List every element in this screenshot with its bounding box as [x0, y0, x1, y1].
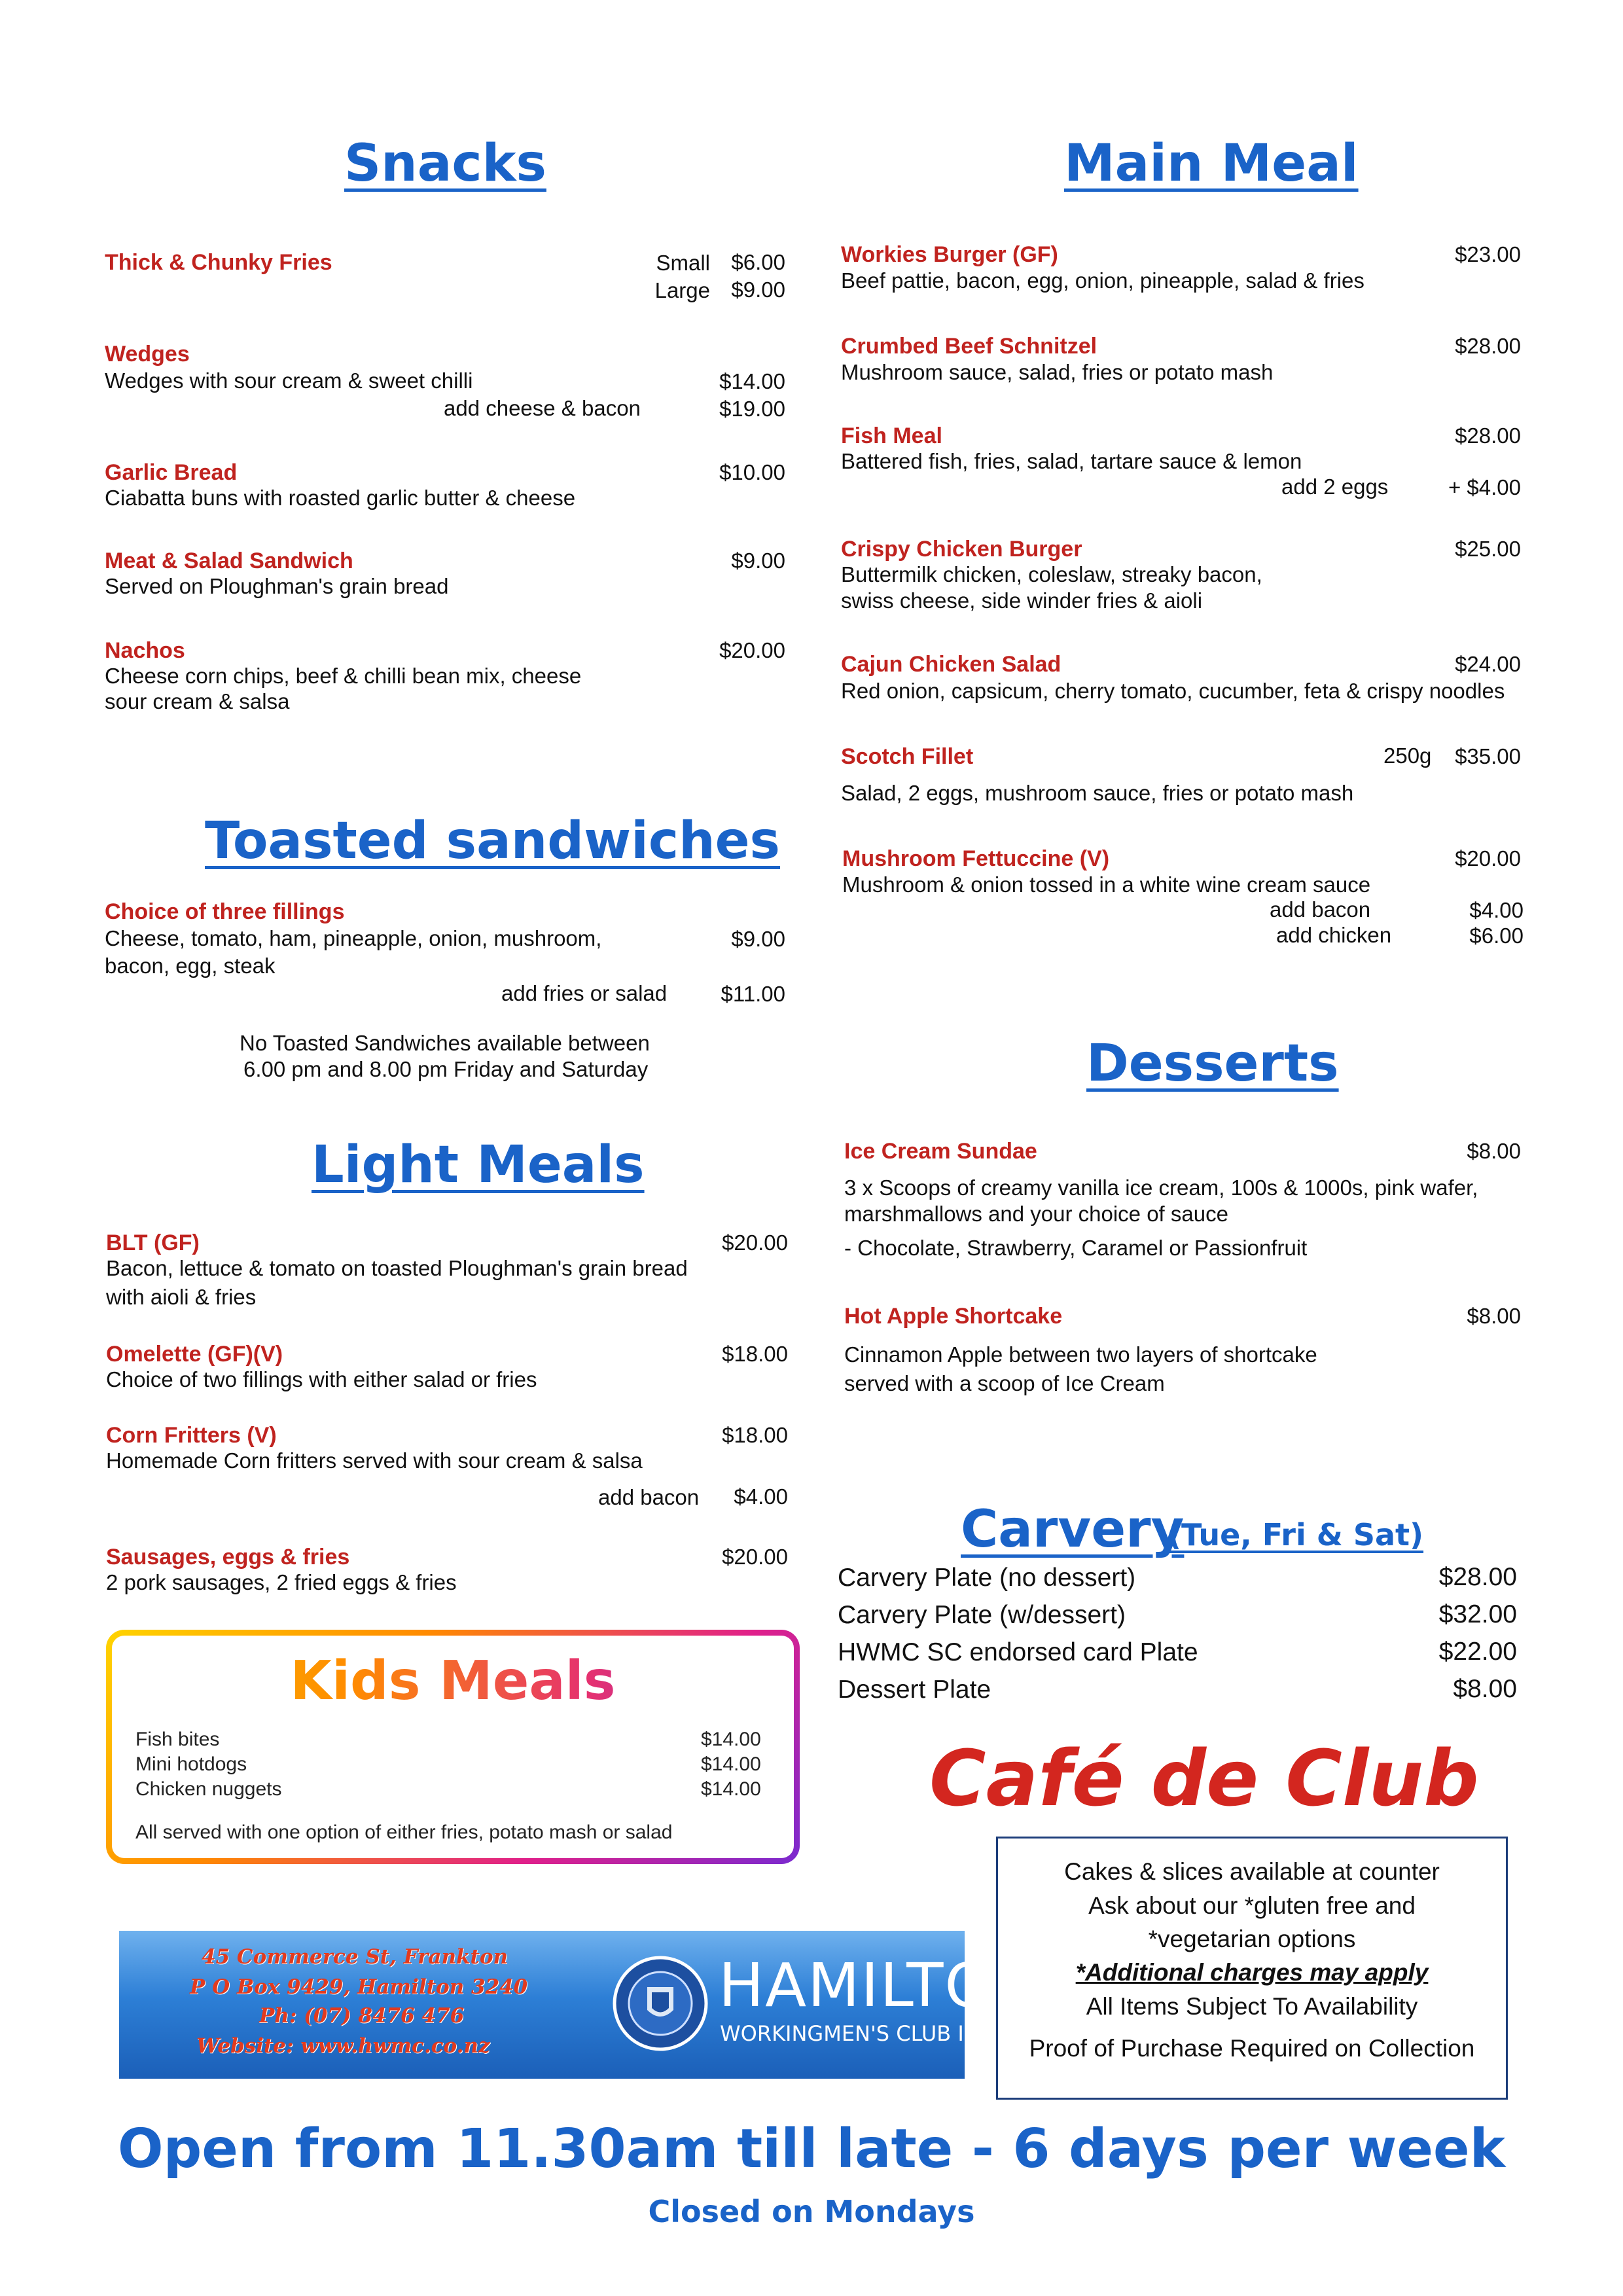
- item-fettuccine-desc: Mushroom & onion tossed in a white wine cream sauce: [842, 872, 1371, 897]
- item-garlic-price: $10.00: [719, 460, 785, 484]
- carvery-item-price: $8.00: [1453, 1675, 1517, 1703]
- carvery-heading: Carvery: [961, 1500, 1185, 1559]
- item-fettuccine-extra-1: add bacon: [1270, 897, 1371, 922]
- carvery-item-price: $28.00: [1438, 1563, 1517, 1591]
- item-fish-extra: add 2 eggs: [1281, 475, 1389, 499]
- item-scotch-weight: 250g: [1383, 744, 1432, 768]
- item-blt-desc-1: Bacon, lettuce & tomato on toasted Ploughman's grain bread: [106, 1256, 688, 1280]
- item-crispy-desc-2: swiss cheese, side winder fries & aioli: [841, 588, 1203, 613]
- cafe-info-box: [996, 1837, 1508, 2100]
- item-sausages-price: $20.00: [722, 1545, 788, 1569]
- item-workies-desc: Beef pattie, bacon, egg, onion, pineapple, salad & fries: [841, 268, 1364, 293]
- item-fritters-price: $18.00: [722, 1423, 788, 1447]
- item-wedges-price: $14.00: [719, 369, 785, 393]
- main-meal-heading: Main Meal: [1064, 134, 1359, 193]
- desserts-heading: Desserts: [1086, 1034, 1339, 1093]
- item-meat-name: Meat & Salad Sandwich: [105, 548, 353, 573]
- kids-note: All served with one option of either fries, potato mash or salad: [135, 1821, 673, 1843]
- item-shortcake-name: Hot Apple Shortcake: [844, 1304, 1063, 1329]
- club-phone: Ph: (07) 8476 476: [259, 2004, 465, 2028]
- item-fries-price-large: $9.00: [731, 278, 785, 302]
- item-fish-extra-price: + $4.00: [1448, 475, 1521, 499]
- item-sausages-name: Sausages, eggs & fries: [106, 1545, 350, 1570]
- item-shortcake-desc-2: served with a scoop of Ice Cream: [844, 1371, 1165, 1395]
- item-meat-price: $9.00: [731, 548, 785, 573]
- item-omelette-price: $18.00: [722, 1342, 788, 1366]
- item-fries-name: Thick & Chunky Fries: [105, 250, 332, 275]
- kids-item-price: $14.00: [701, 1753, 761, 1775]
- club-crest-icon: [611, 1954, 709, 2053]
- item-fritters-extra-price: $4.00: [734, 1484, 788, 1509]
- carvery-days: (Tue, Fri & Sat): [1168, 1517, 1424, 1552]
- item-toasted-extra-price: $11.00: [721, 982, 785, 1006]
- club-name: HAMILTON: [719, 1950, 1040, 2020]
- club-banner: [119, 1931, 1040, 2079]
- item-omelette-name: Omelette (GF)(V): [106, 1342, 283, 1367]
- kids-meals-box: [106, 1630, 800, 1864]
- item-sundae-desc-3: - Chocolate, Strawberry, Caramel or Passionfruit: [844, 1236, 1308, 1260]
- kids-item-price: $14.00: [701, 1778, 761, 1800]
- light-meals-heading: Light Meals: [312, 1136, 645, 1194]
- item-toasted-desc-2: bacon, egg, steak: [105, 954, 276, 978]
- item-shortcake-desc-1: Cinnamon Apple between two layers of shortcake: [844, 1342, 1317, 1367]
- kids-item-price: $14.00: [701, 1729, 761, 1750]
- item-fish-name: Fish Meal: [841, 423, 942, 448]
- carvery-item-name: Carvery Plate (no dessert): [838, 1564, 1136, 1592]
- kids-item-name: Mini hotdogs: [135, 1753, 247, 1775]
- item-toasted-name: Choice of three fillings: [105, 899, 345, 924]
- cafe-heading: Café de Club: [929, 1733, 1479, 1823]
- item-schnitzel-desc: Mushroom sauce, salad, fries or potato mash: [841, 360, 1274, 384]
- item-sundae-desc-1: 3 x Scoops of creamy vanilla ice cream, 100s & 1000s, pink wafer,: [844, 1175, 1478, 1200]
- club-address-pobox: P O Box 9429, Hamilton 3240: [190, 1975, 528, 1999]
- item-scotch-desc: Salad, 2 eggs, mushroom sauce, fries or potato mash: [841, 781, 1354, 805]
- item-fish-price: $28.00: [1455, 423, 1521, 448]
- item-fettuccine-extra-2: add chicken: [1276, 923, 1392, 947]
- item-fritters-desc: Homemade Corn fritters served with sour cream & salsa: [106, 1448, 643, 1473]
- item-nachos-name: Nachos: [105, 638, 185, 663]
- carvery-item-name: Dessert Plate: [838, 1676, 991, 1704]
- item-workies-name: Workies Burger (GF): [841, 242, 1058, 267]
- toasted-note-1: No Toasted Sandwiches available between: [240, 1031, 650, 1055]
- item-fettuccine-extra-1-price: $4.00: [1469, 898, 1524, 922]
- item-sundae-price: $8.00: [1467, 1139, 1521, 1163]
- item-toasted-price: $9.00: [731, 927, 785, 951]
- item-blt-name: BLT (GF): [106, 1230, 200, 1255]
- carvery-item-price: $32.00: [1438, 1600, 1517, 1628]
- item-wedges-desc: Wedges with sour cream & sweet chilli: [105, 368, 473, 393]
- kids-item-name: Fish bites: [135, 1729, 220, 1750]
- cafe-line-cakes: Cakes & slices available at counter: [1064, 1858, 1440, 1885]
- item-sundae-desc-2: marshmallows and your choice of sauce: [844, 1202, 1228, 1226]
- item-wedges-name: Wedges: [105, 342, 190, 367]
- item-fettuccine-extra-2-price: $6.00: [1469, 924, 1524, 948]
- toasted-note-2: 6.00 pm and 8.00 pm Friday and Saturday: [243, 1057, 649, 1081]
- item-sausages-desc: 2 pork sausages, 2 fried eggs & fries: [106, 1570, 457, 1594]
- item-wedges-extra: add cheese & bacon: [444, 396, 641, 420]
- item-crispy-desc-1: Buttermilk chicken, coleslaw, streaky bacon,: [841, 562, 1262, 586]
- item-scotch-price: $35.00: [1455, 744, 1521, 768]
- item-fritters-extra: add bacon: [598, 1485, 700, 1509]
- item-workies-price: $23.00: [1455, 242, 1521, 266]
- item-omelette-desc: Choice of two fillings with either salad or fries: [106, 1367, 537, 1391]
- closed-days: Closed on Mondays: [648, 2194, 975, 2229]
- item-toasted-extra: add fries or salad: [501, 981, 668, 1005]
- item-blt-price: $20.00: [722, 1230, 788, 1255]
- kids-meals-heading: Kids Meals: [112, 1650, 794, 1712]
- cafe-line-vegetarian: *vegetarian options: [1148, 1926, 1356, 1952]
- cafe-line-proof: Proof of Purchase Required on Collection: [1029, 2035, 1475, 2062]
- item-cajun-name: Cajun Chicken Salad: [841, 652, 1061, 677]
- club-subtitle: WORKINGMEN'S CLUB INC.: [720, 2021, 1001, 2046]
- item-cajun-price: $24.00: [1455, 652, 1521, 676]
- item-schnitzel-price: $28.00: [1455, 334, 1521, 358]
- carvery-item-price: $22.00: [1438, 1638, 1517, 1666]
- item-fries-price-small: $6.00: [731, 250, 785, 274]
- item-toasted-desc-1: Cheese, tomato, ham, pineapple, onion, mushroom,: [105, 926, 602, 950]
- toasted-heading: Toasted sandwiches: [205, 812, 780, 870]
- item-blt-desc-2: with aioli & fries: [106, 1285, 257, 1309]
- item-garlic-desc: Ciabatta buns with roasted garlic butter & cheese: [105, 486, 576, 510]
- item-schnitzel-name: Crumbed Beef Schnitzel: [841, 334, 1097, 359]
- item-nachos-price: $20.00: [719, 638, 785, 662]
- item-fettuccine-name: Mushroom Fettuccine (V): [842, 846, 1110, 871]
- carvery-item-name: HWMC SC endorsed card Plate: [838, 1638, 1198, 1666]
- item-wedges-extra-price: $19.00: [719, 397, 785, 421]
- item-meat-desc: Served on Ploughman's grain bread: [105, 574, 449, 598]
- cafe-line-availability: All Items Subject To Availability: [1086, 1993, 1418, 2020]
- item-cajun-desc: Red onion, capsicum, cherry tomato, cucumber, feta & crispy noodles: [841, 679, 1505, 703]
- carvery-item-name: Carvery Plate (w/dessert): [838, 1601, 1126, 1629]
- kids-item-name: Chicken nuggets: [135, 1778, 282, 1800]
- item-garlic-name: Garlic Bread: [105, 460, 238, 485]
- club-website[interactable]: Website: www.hwmc.co.nz: [196, 2034, 490, 2058]
- item-nachos-desc-2: sour cream & salsa: [105, 689, 290, 713]
- item-nachos-desc-1: Cheese corn chips, beef & chilli bean mix, cheese: [105, 664, 582, 688]
- item-sundae-name: Ice Cream Sundae: [844, 1139, 1037, 1164]
- item-fritters-name: Corn Fritters (V): [106, 1423, 277, 1448]
- item-shortcake-price: $8.00: [1467, 1304, 1521, 1328]
- item-fish-desc: Battered fish, fries, salad, tartare sauce & lemon: [841, 449, 1302, 473]
- item-fries-size-large: Large: [654, 278, 710, 302]
- item-crispy-price: $25.00: [1455, 537, 1521, 561]
- item-scotch-name: Scotch Fillet: [841, 744, 974, 769]
- item-fries-size-small: Small: [656, 251, 710, 275]
- item-crispy-name: Crispy Chicken Burger: [841, 537, 1082, 562]
- snacks-heading: Snacks: [344, 134, 546, 193]
- cafe-line-charges: *Additional charges may apply: [1075, 1959, 1429, 1986]
- item-fettuccine-price: $20.00: [1455, 846, 1521, 870]
- club-address-street: 45 Commerce St, Frankton: [202, 1945, 508, 1969]
- opening-hours: Open from 11.30am till late - 6 days per week: [117, 2118, 1506, 2180]
- cafe-line-gluten: Ask about our *gluten free and: [1088, 1892, 1416, 1919]
